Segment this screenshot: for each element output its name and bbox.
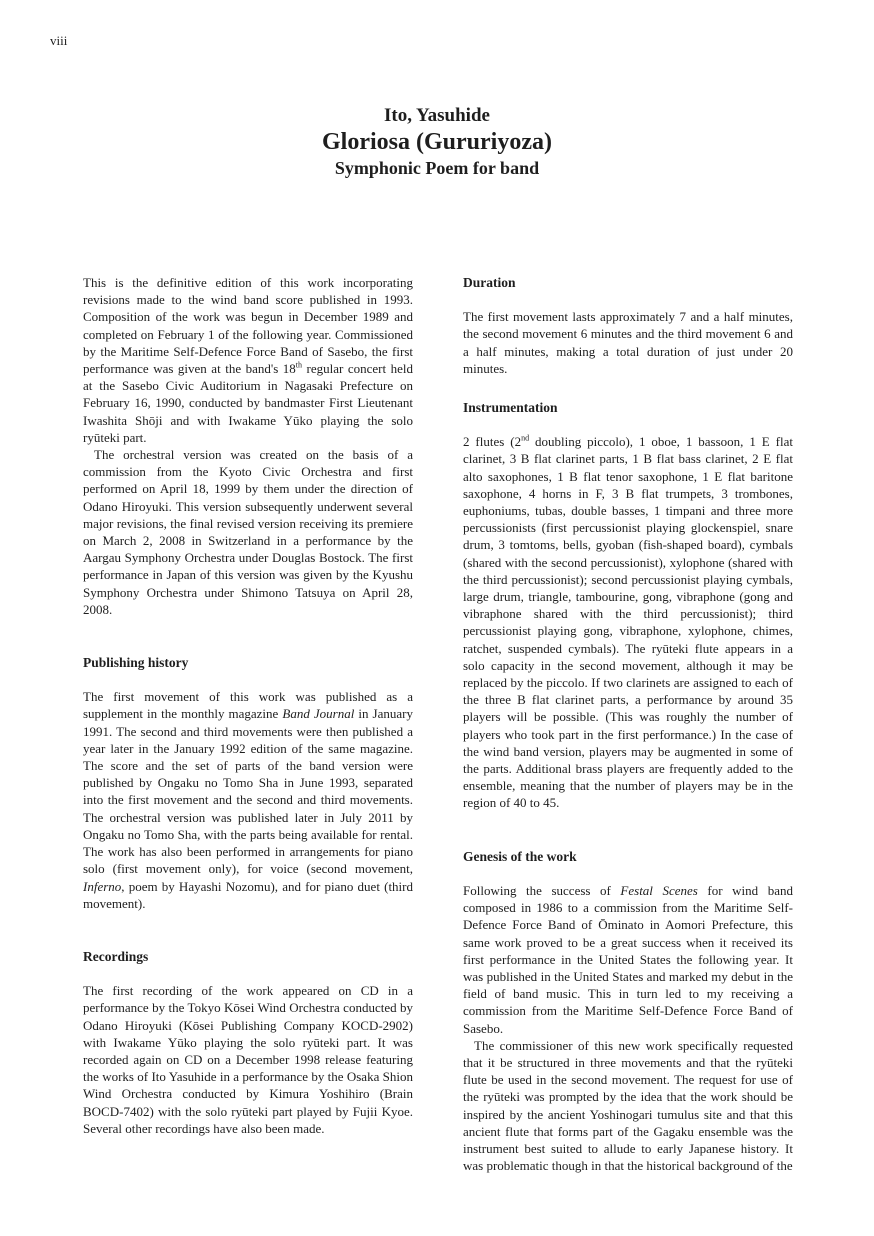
text-run: , poem by Hayashi Nozomu), and for piano duet (third movement). xyxy=(83,878,413,911)
left-column xyxy=(83,274,413,1137)
section-heading-recordings: Recordings xyxy=(83,948,149,964)
work-title-reference: Festal Scenes xyxy=(620,882,698,898)
recordings-paragraph: The first recording of the work appeared on CD in a performance by the Tokyo Kōsei Wind Orchestra conducted by Odano Hiroyuki (Kōsei Publishing Company KOCD-2902) with Iwakame Yūko playing the solo ryūteki part. It was recorded again on CD on a December 1998 release featuring the works of Ito Yasuhide in a performance by the Osaka Shion Wind Orchestra conducted by Kimura Yoshihiro (Brain BOCD-7402) with the solo ryūteki part played by Fujii Kyoe. Several other recordings have also been made. xyxy=(83,983,413,1136)
text-run: in January 1991. The second and third movements were then published a year later in the January 1992 edition of the same magazine. The score and the set of parts of the band version were published by Ongaku no Tomo Sha in June 1993, separated into the first movement and the second and third movements. The orchestral version was published later in July 2011 by Ongaku no Tomo Sha, with the parts being available for rental. The work has also been performed in arrangements for piano solo (first movement only), for voice (second movement, xyxy=(83,706,413,877)
composer-name: Ito, Yasuhide xyxy=(384,105,490,126)
text-run: Following the success of xyxy=(463,882,621,898)
text-run: doubling piccolo), 1 oboe, 1 bassoon, 1 E flat clarinet, 3 B flat clarinet parts, 1 B flat bass clarinet, 2 E flat alto saxophones, 1 B flat tenor saxophone, 1 E flat baritone saxophone, 4 horns in F, 3 B flat trumpets, 3 trombones, euphoniums, tubas, double basses, 1 timpani and three more percussionists (first percussionist playing glockenspiel, snare drum, 3 tomtoms, bells, gyoban (fish-shaped board), cymbals (shared with the second percussionist), xylophone (shared with the third percussionist); second percussionist playing cymbals, large drum, triangle, tambourine, gong, vibraphone (gong and vibraphone shared with the third percussionist); third percussionist playing gong, vibraphone, xylophone, chimes, ratchet, suspended cymbals). The ryūteki flute appears in a solo capacity in the second movement, although it may be replaced by the piccolo. If two clarinets are assigned to each of the three B flat clarinet parts, a performance by around 35 players will be possible. (This was roughly the number of players who took part in the first performance.) In the case of the wind band version, players may be augmented in some of the parts. Additional brass players are frequently added to the ensemble, meaning that the number of players may be in the region of 40 to 45. xyxy=(463,434,793,811)
intro-paragraph-1 xyxy=(83,274,413,446)
duration-paragraph: The first movement lasts approximately 7 and a half minutes, the second movement 6 minutes and the third movement 6 and a half minutes, making a total duration of just under 20 minutes. xyxy=(463,309,793,376)
text-run: This is the definitive edition of this work incorporating revisions made to the wind band score published in 1993. Composition of the work was begun in December 1989 and completed on February 1 of the following year. Commissioned by the Maritime Self-Defence Force Band of Sasebo, the first performance was given at the band's 18 xyxy=(83,275,413,377)
genesis-paragraph-2: The commissioner of this new work specifically requested that it be structured in three movements and that the ryūteki flute be used in the second movement. The request for use of the ryūteki was prompted by the idea that the work should be inspired by the ancient Yoshinogari tumulus site and that this ancient flute that forms part of the Gagaku ensemble was the instrument best suited to allude to early Japanese history. It was problematic though in that the historical background of the xyxy=(463,1037,793,1174)
section-heading-duration: Duration xyxy=(463,275,516,290)
magazine-title: Band Journal xyxy=(282,706,355,722)
text-run: The first movement of this work was published as a supplement in the monthly magazine xyxy=(83,689,413,722)
work-title: Gloriosa (Gururiyoza) xyxy=(322,129,552,155)
text-run: regular concert held at the Sasebo Civic Auditorium in Nagasaki Prefecture on February 16, 1990, conducted by bandmaster First Lieutenant Iwashita Shōji and with Iwakame Yūko playing the solo ryūteki part. xyxy=(83,361,413,445)
superscript: nd xyxy=(521,433,530,443)
publishing-paragraph xyxy=(83,688,413,912)
superscript: th xyxy=(295,360,303,370)
genesis-paragraph-1 xyxy=(463,882,793,1037)
section-heading-genesis: Genesis of the work xyxy=(463,848,577,864)
section-heading-instrumentation: Instrumentation xyxy=(463,400,558,416)
text-run: 2 flutes (2 xyxy=(463,434,522,450)
intro-paragraph-2: The orchestral version was created on the basis of a commission from the Kyoto Civic Orchestra and first performed on April 18, 1999 by them under the direction of Odano Hiroyuki. This version subsequently underwent several major revisions, the final revised version receiving its premiere on March 2, 2008 in Switzerland in a performance by the Aargau Symphony Orchestra under Douglas Bostock. The first performance in Japan of this version was given by the Kyushu Symphony Orchestra under Shimono Tatsuya on April 28, 2008. xyxy=(83,447,413,617)
right-column xyxy=(463,274,793,1174)
section-heading-publishing-history: Publishing history xyxy=(83,655,189,671)
page-number: viii xyxy=(50,33,68,48)
movement-title: Inferno xyxy=(83,878,122,894)
title-block xyxy=(0,104,874,180)
work-subtitle: Symphonic Poem for band xyxy=(334,158,540,178)
text-run: for wind band composed in 1986 to a commission from the Maritime Self-Defence Force Band of Ōminato in Aomori Prefecture, this same work proved to be a great success when it received its first performance in the United States the following year. It was published in the United States and marked my debut in the field of band music. This in turn led to my receiving a commission from the Maritime Self-Defence Force Band of Sasebo. xyxy=(463,882,793,1036)
instrumentation-paragraph xyxy=(463,433,793,811)
